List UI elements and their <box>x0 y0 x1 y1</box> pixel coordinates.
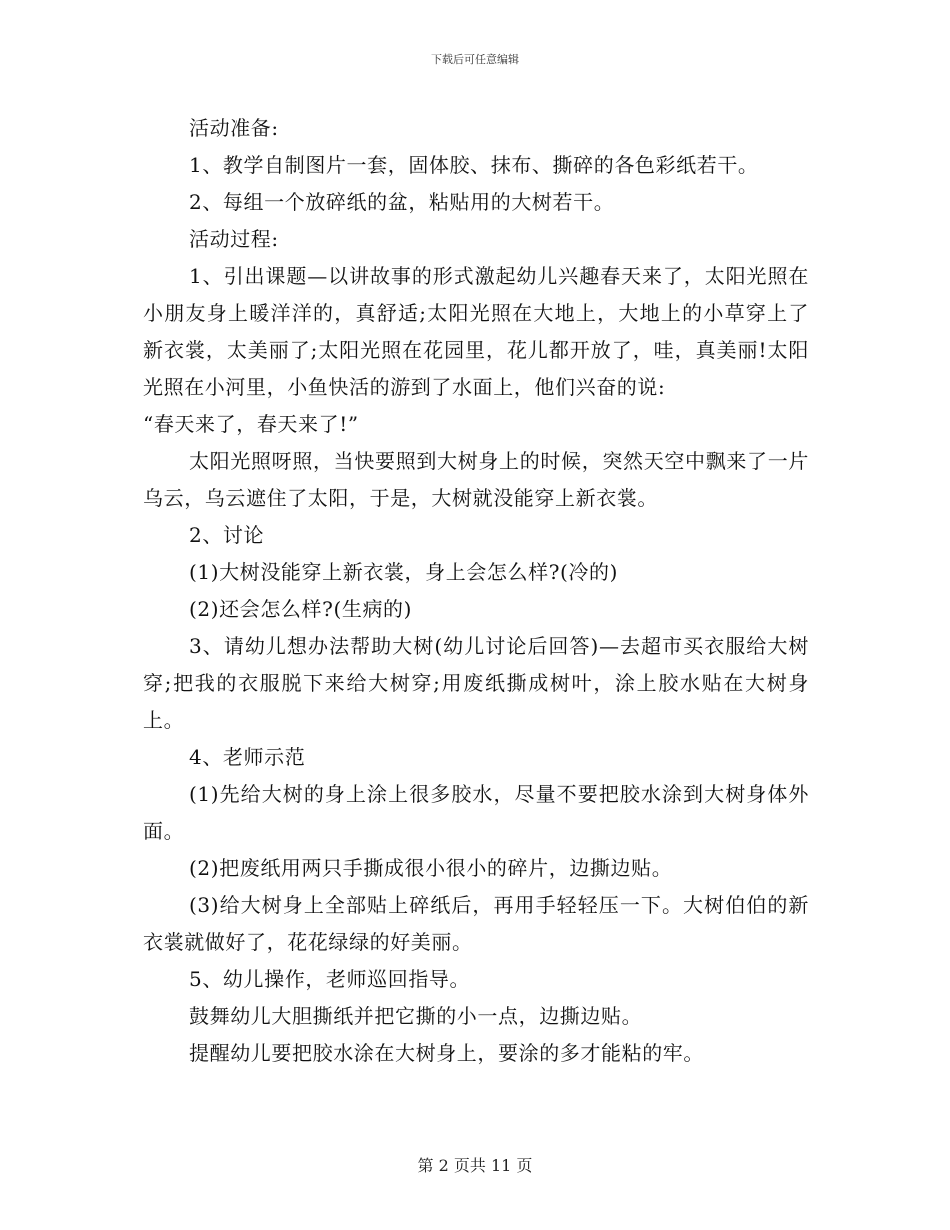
paragraph-demo-step-3: (3)给大树身上全部贴上碎纸后，再用手轻轻压一下。大树伯伯的新衣裳就做好了，花花绿绿的好美丽。 <box>143 893 809 954</box>
paragraph-story-quote: “春天来了，春天来了!” <box>143 412 359 436</box>
paragraph-help-tree: 3、请幼儿想办法帮助大树(幼儿讨论后回答)—去超市买衣服给大树穿;把我的衣服脱下来给大树穿;用废纸撕成树叶，涂上胶水贴在大树身上。 <box>143 634 809 732</box>
paragraph-story-cloud: 太阳光照呀照，当快要照到大树身上的时候，突然天空中飘来了一片乌云，乌云遮住了太阳，于是，大树就没能穿上新衣裳。 <box>143 449 809 510</box>
paragraph-operation-remind: 提醒幼儿要把胶水涂在大树身上，要涂的多才能粘的牢。 <box>189 1041 704 1065</box>
paragraph-demo-heading: 4、老师示范 <box>189 745 306 769</box>
paragraph-preparation-item-2: 2、每组一个放碎纸的盆，粘贴用的大树若干。 <box>189 190 615 214</box>
paragraph-process-heading: 活动过程: <box>189 227 279 251</box>
paragraph-demo-step-1: (1)先给大树的身上涂上很多胶水，尽量不要把胶水涂到大树身体外面。 <box>143 782 809 843</box>
paragraph-demo-step-2: (2)把废纸用两只手撕成很小很小的碎片，边撕边贴。 <box>189 856 673 880</box>
paragraph-discussion-q2: (2)还会怎么样?(生病的) <box>189 597 413 621</box>
paragraph-operation-heading: 5、幼儿操作，老师巡回指导。 <box>189 967 471 991</box>
page-number: 第 2 页共 11 页 <box>417 1156 533 1175</box>
paragraph-discussion-q1: (1)大树没能穿上新衣裳，身上会怎么样?(冷的) <box>189 560 619 584</box>
paragraph-operation-encourage: 鼓舞幼儿大胆撕纸并把它撕的小一点，边撕边贴。 <box>189 1004 643 1028</box>
paragraph-story-intro: 1、引出课题—以讲故事的形式激起幼儿兴趣春天来了，太阳光照在小朋友身上暖洋洋的，真舒适;太阳光照在大地上，大地上的小草穿上了新衣裳，太美丽了;太阳光照在花园里，花儿都开放了，哇，真美丽!太阳光照在小河里，小鱼快活的游到了水面上，他们兴奋的说: <box>143 264 809 399</box>
page-header: 下载后可任意编辑 <box>431 53 519 66</box>
paragraph-discussion-heading: 2、讨论 <box>189 523 265 547</box>
document-body <box>143 110 809 1072</box>
paragraph-preparation-heading: 活动准备: <box>189 116 279 140</box>
paragraph-preparation-item-1: 1、教学自制图片一套，固体胶、抹布、撕碎的各色彩纸若干。 <box>189 153 759 177</box>
